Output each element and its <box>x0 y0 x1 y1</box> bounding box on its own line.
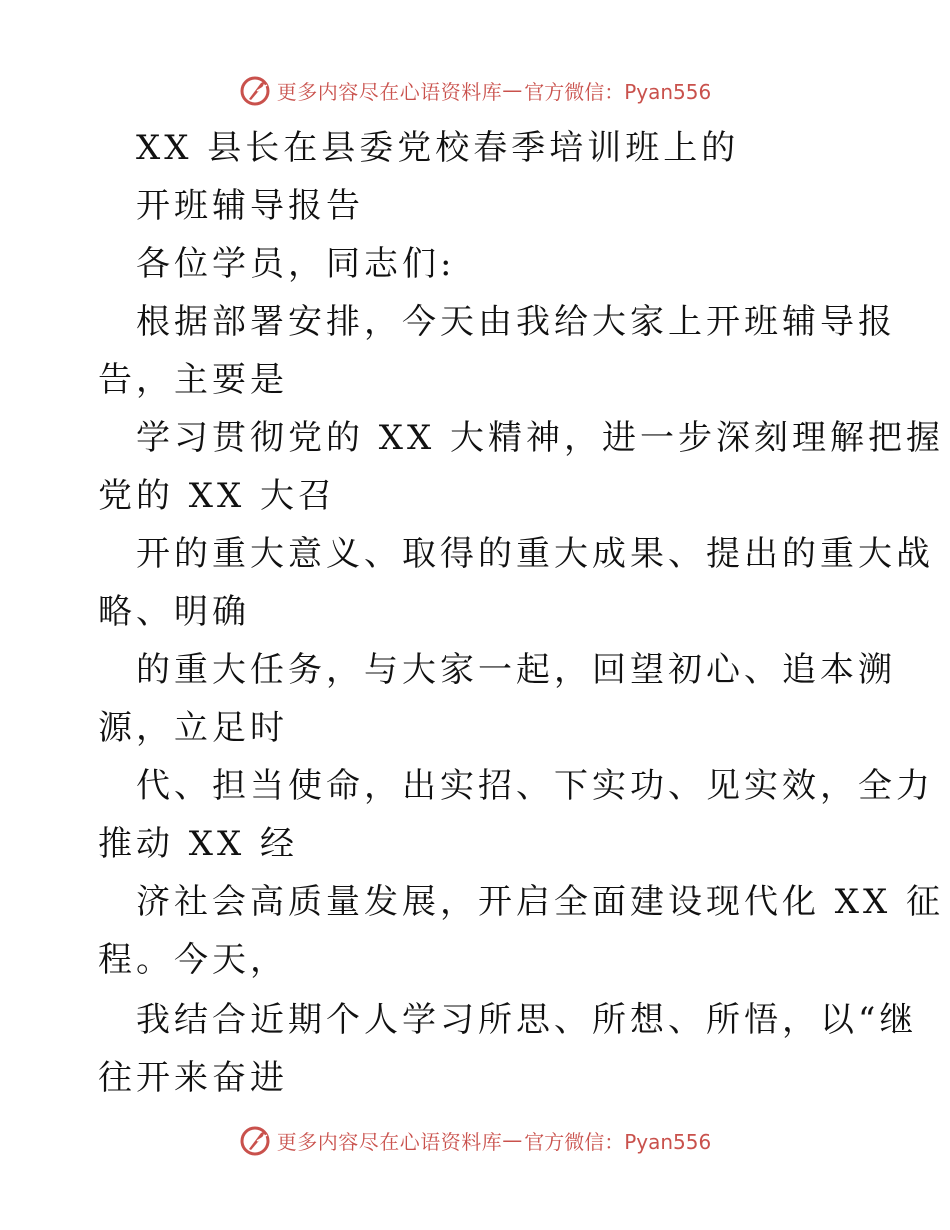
quill-logo-icon <box>239 73 273 107</box>
footer-banner <box>0 1120 950 1160</box>
paragraph-line: 学习贯彻党的 XX 大精神，进一步深刻理解把握 <box>136 418 945 458</box>
paragraph-line: 告，主要是 <box>98 360 288 400</box>
banner-slogan: 更多内容尽在心语资料库 <box>276 79 503 104</box>
document-title-line-1: XX 县长在县委党校春季培训班上的 <box>136 128 740 168</box>
paragraph-line: 往开来奋进 <box>98 1058 288 1098</box>
paragraph-line: 的重大任务，与大家一起，回望初心、追本溯 <box>136 650 896 690</box>
paragraph-line: 源，立足时 <box>98 708 288 748</box>
document-title-line-2: 开班辅导报告 <box>136 186 364 226</box>
paragraph-line: 略、明确 <box>98 592 250 632</box>
banner-wechat: 官方微信：Pyan556 <box>524 1129 712 1154</box>
paragraph-line: 代、担当使命，出实招、下实功、见实效，全力 <box>136 766 934 806</box>
paragraph-line: 我结合近期个人学习所思、所想、所悟，以“继 <box>136 1000 918 1040</box>
paragraph-line: 党的 XX 大召 <box>98 476 337 516</box>
banner-slogan: 更多内容尽在心语资料库 <box>276 1129 503 1154</box>
salutation: 各位学员，同志们: <box>136 244 456 284</box>
quill-logo-icon <box>239 1123 273 1157</box>
paragraph-line: 开的重大意义、取得的重大成果、提出的重大战 <box>136 534 934 574</box>
paragraph-line: 程。今天， <box>98 940 288 980</box>
paragraph-line: 济社会高质量发展，开启全面建设现代化 XX 征 <box>136 882 945 922</box>
banner-separator: — <box>502 1128 523 1152</box>
paragraph-line: 推动 XX 经 <box>98 824 299 864</box>
header-banner <box>0 70 950 110</box>
paragraph-line: 根据部署安排，今天由我给大家上开班辅导报 <box>136 302 896 342</box>
banner-separator: — <box>502 78 523 102</box>
banner-wechat: 官方微信：Pyan556 <box>524 79 712 104</box>
